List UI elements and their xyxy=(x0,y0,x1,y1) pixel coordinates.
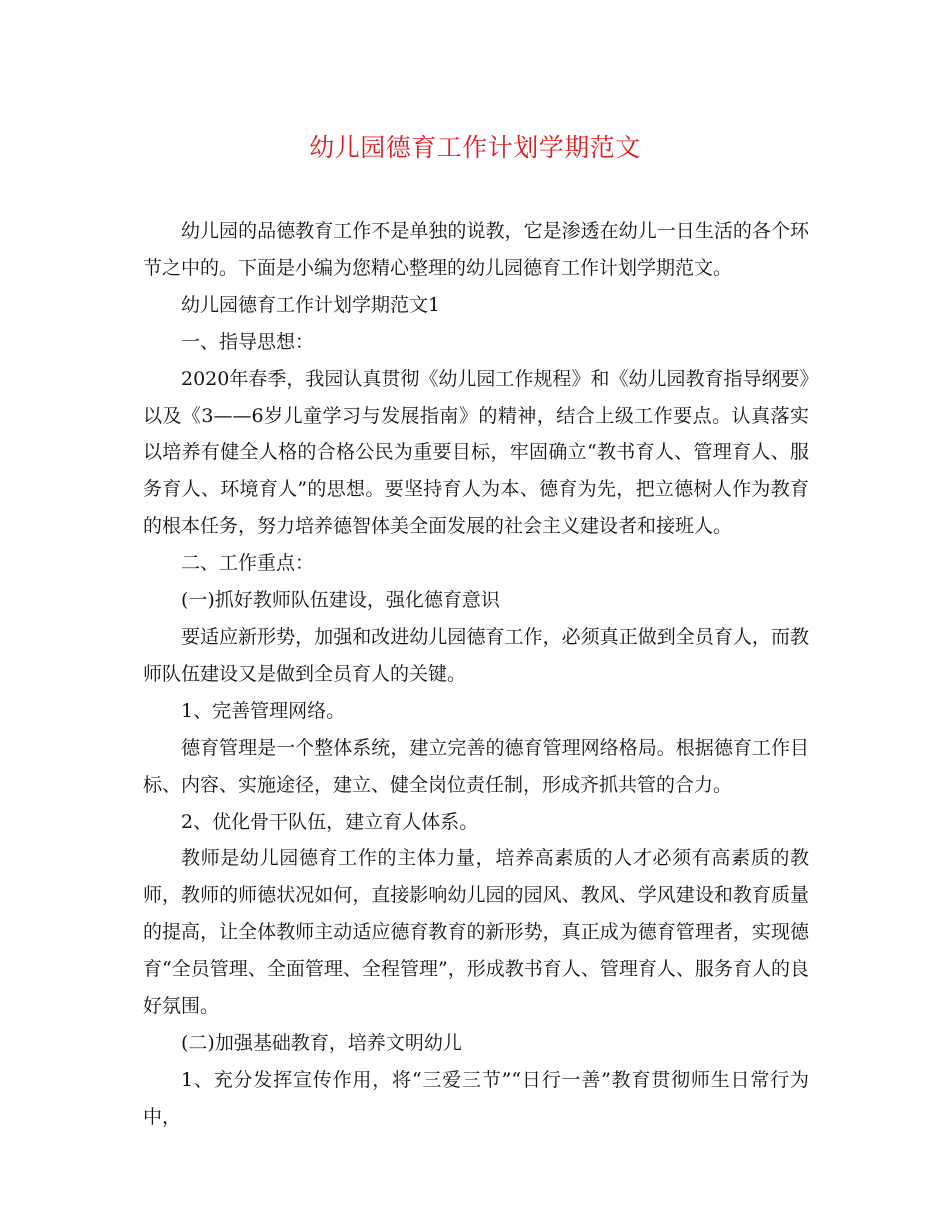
item-management-network: 1、完善管理网络。 xyxy=(181,699,346,722)
backbone-team-paragraph: 教师是幼儿园德育工作的主体力量，培养高素质的人才必须有高素质的教师，教师的师德状况如何，直接影响幼儿园的园风、教风、学风建设和教育质量的提高，让全体教师主动适应德育教育的新形势，真正成为德育管理者，实现德育“全员管理、全面管理、全程管理”，形成教书育人、管理育人、服务育人的良好氛围。 xyxy=(143,847,809,1018)
subheading-teacher-team: (一)抓好教师队伍建设，强化德育意识 xyxy=(181,589,500,612)
heading-work-focus: 二、工作重点： xyxy=(181,552,315,575)
item-backbone-team: 2、优化骨干队伍，建立育人体系。 xyxy=(181,810,479,833)
intro-paragraph: 幼儿园的品德教育工作不是单独的说教，它是渗透在幼儿一日生活的各个环节之中的。下面是小编为您精心整理的幼儿园德育工作计划学期范文。 xyxy=(143,220,809,279)
item-publicity: 1、充分发挥宣传作用，将“三爱三节”“日行一善”教育贯彻师生日常行为中， xyxy=(143,1068,809,1128)
document-body xyxy=(143,213,809,1136)
management-network-paragraph: 德育管理是一个整体系统，建立完善的德育管理网络格局。根据德育工作目标、内容、实施途径，建立、健全岗位责任制，形成齐抓共管的合力。 xyxy=(143,736,809,796)
subheading-basic-education: (二)加强基础教育，培养文明幼儿 xyxy=(181,1031,462,1054)
section-heading-sample-1: 幼儿园德育工作计划学期范文1 xyxy=(181,293,441,316)
heading-guiding-ideology: 一、指导思想： xyxy=(181,330,315,353)
document-title: 幼儿园德育工作计划学期范文 xyxy=(309,133,641,162)
teacher-team-paragraph: 要适应新形势，加强和改进幼儿园德育工作，必须真正做到全员育人，而教师队伍建设又是做到全员育人的关键。 xyxy=(143,625,809,685)
guiding-ideology-paragraph: 2020年春季，我园认真贯彻《幼儿园工作规程》和《幼儿园教育指导纲要》以及《3——6岁儿童学习与发展指南》的精神，结合上级工作要点。认真落实以培养有健全人格的合格公民为重要目标，牢固确立“教书育人、管理育人、服务育人、环境育人”的思想。要坚持育人为本、德育为先，把立德树人作为教育的根本任务，努力培养德智体美全面发展的社会主义建设者和接班人。 xyxy=(143,367,809,538)
